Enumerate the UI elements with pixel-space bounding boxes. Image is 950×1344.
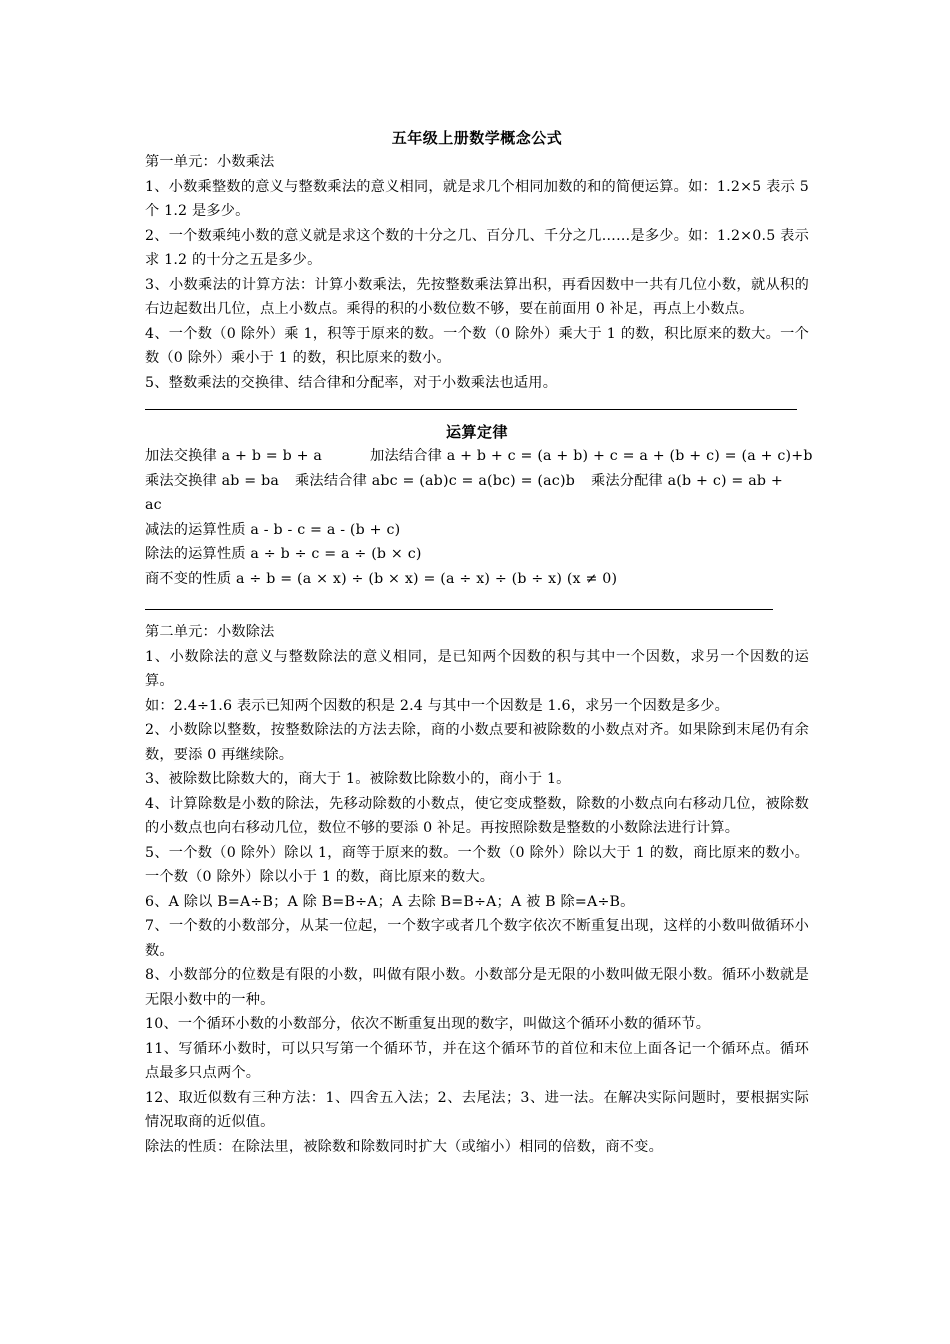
laws-heading: 运算定律 bbox=[445, 423, 508, 441]
law-addition-commutative: 加法交换律 a + b = b + a bbox=[145, 448, 323, 464]
unit2-heading: 第二单元：小数除法 bbox=[145, 624, 275, 640]
unit2-item-1: 1、小数除法的意义与整数除法的意义相同，是已知两个因数的积与其中一个因数，求另一个因数的运算。 bbox=[145, 648, 809, 689]
unit2-item-11: 11、写循环小数时，可以只写第一个循环节，并在这个循环节的首位和末位上面各记一个循环点。循环点最多只点两个。 bbox=[145, 1040, 809, 1081]
law-quotient-invariance: 商不变的性质 a ÷ b = (a × x) ÷ (b × x) = (a ÷ x) ÷ (b ÷ x) (x ≠ 0) bbox=[145, 570, 618, 587]
unit2-item-example: 如：2.4÷1.6 表示已知两个因数的积是 2.4 与其中一个因数是 1.6，求另一个因数是多少。 bbox=[145, 697, 729, 714]
section-divider bbox=[145, 609, 773, 610]
law-multiplication-distributive-cont: ac bbox=[145, 497, 162, 513]
unit1-item-1: 1、小数乘整数的意义与整数乘法的意义相同，就是求几个相同加数的和的简便运算。如：1.2×5 表示 5 个 1.2 是多少。 bbox=[145, 178, 809, 219]
unit2-division-property: 除法的性质：在除法里，被除数和除数同时扩大（或缩小）相同的倍数，商不变。 bbox=[145, 1138, 663, 1155]
law-addition-associative: 加法结合律 a + b + c = (a + b) + c = a + (b + c) = (a + c)+b bbox=[370, 448, 813, 464]
unit2-item-2: 2、小数除以整数，按整数除法的方法去除，商的小数点要和被除数的小数点对齐。如果除到末尾仍有余数，要添 0 再继续除。 bbox=[145, 722, 809, 763]
unit1-item-3: 3、小数乘法的计算方法：计算小数乘法，先按整数乘法算出积，再看因数中一共有几位小数，就从积的右边起数出几位，点上小数点。乘得的积的小数位数不够，要在前面用 0 补足，再点上小数点。 bbox=[145, 276, 809, 317]
law-subtraction-property: 减法的运算性质 a - b - c = a - (b + c) bbox=[145, 521, 401, 538]
unit1-item-5: 5、整数乘法的交换律、结合律和分配率，对于小数乘法也适用。 bbox=[145, 374, 558, 391]
section-divider bbox=[145, 409, 797, 410]
document-title: 五年级上册数学概念公式 bbox=[391, 129, 563, 147]
law-row-addition bbox=[145, 444, 813, 469]
law-multiplication-associative: 乘法结合律 abc = (ab)c = a(bc) = (ac)b bbox=[295, 472, 575, 489]
unit2-item-10: 10、一个循环小数的小数部分，依次不断重复出现的数字，叫做这个循环小数的循环节。 bbox=[145, 1016, 711, 1032]
unit2-item-8: 8、小数部分的位数是有限的小数，叫做有限小数。小数部分是无限的小数叫做无限小数。循环小数就是无限小数中的一种。 bbox=[145, 967, 809, 1008]
law-row-multiplication bbox=[145, 469, 809, 494]
unit1-item-4: 4、一个数（0 除外）乘 1，积等于原来的数。一个数（0 除外）乘大于 1 的数，积比原来的数大。一个数（0 除外）乘小于 1 的数，积比原来的数小。 bbox=[145, 325, 809, 366]
unit2-item-6: 6、A 除以 B=A÷B；A 除 B=B÷A；A 去除 B=B÷A；A 被 B 除=A÷B。 bbox=[145, 893, 635, 910]
law-division-property: 除法的运算性质 a ÷ b ÷ c = a ÷ (b × c) bbox=[145, 546, 422, 562]
unit2-item-12: 12、取近似数有三种方法：1、四舍五入法；2、去尾法；3、进一法。在解决实际问题时，要根据实际情况取商的近似值。 bbox=[145, 1089, 809, 1130]
unit1-heading: 第一单元：小数乘法 bbox=[145, 154, 275, 170]
unit2-item-3: 3、被除数比除数大的，商大于 1。被除数比除数小的，商小于 1。 bbox=[145, 771, 571, 787]
unit2-item-5: 5、一个数（0 除外）除以 1，商等于原来的数。一个数（0 除外）除以大于 1 的数，商比原来的数小。一个数（0 除外）除以小于 1 的数，商比原来的数大。 bbox=[145, 844, 809, 885]
law-multiplication-commutative: 乘法交换律 ab = ba bbox=[145, 472, 280, 489]
law-multiplication-distributive: 乘法分配律 a(b + c) = ab + bbox=[590, 472, 783, 489]
document-page bbox=[145, 126, 813, 1159]
unit2-item-7: 7、一个数的小数部分，从某一位起，一个数字或者几个数字依次不断重复出现，这样的小数叫做循环小数。 bbox=[145, 918, 809, 959]
unit2-item-4: 4、计算除数是小数的除法，先移动除数的小数点，使它变成整数，除数的小数点向右移动几位，被除数的小数点也向右移动几位，数位不够的要添 0 补足。再按照除数是整数的小数除法进行计算。 bbox=[145, 795, 809, 836]
unit1-item-2: 2、一个数乘纯小数的意义就是求这个数的十分之几、百分几、千分之几……是多少。如：1.2×0.5 表示求 1.2 的十分之五是多少。 bbox=[145, 227, 809, 268]
